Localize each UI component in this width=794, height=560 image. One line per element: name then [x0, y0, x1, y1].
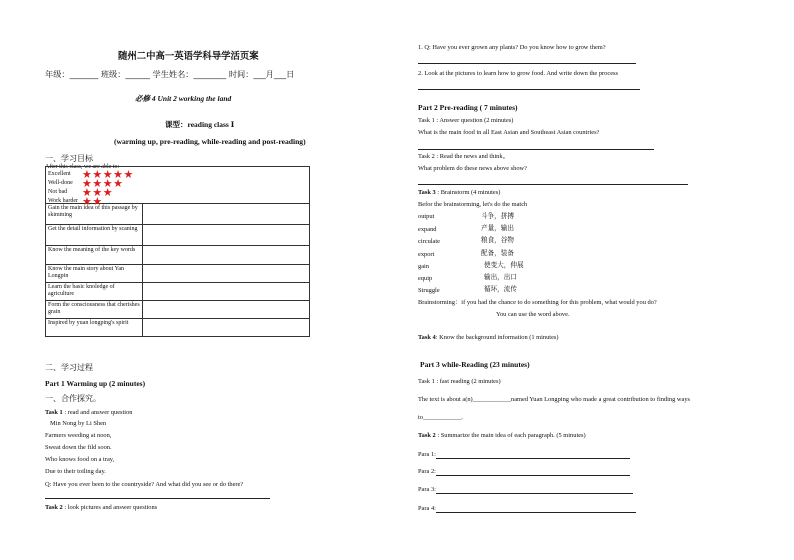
para-label: Para 2:: [418, 468, 436, 475]
objective-text: Learn the basic knoledge of agriculture: [46, 283, 143, 301]
para-label: Para 4:: [418, 505, 436, 512]
p3-fill-sentence-end: to____________.: [418, 414, 463, 421]
para-answer-line[interactable]: [436, 475, 630, 476]
match-word: export: [418, 251, 435, 258]
task4-text: : Know the background information (1 minutes): [435, 334, 559, 341]
brainstorming-hint: You can use the word above.: [496, 311, 570, 318]
rating-label-excellent: Excellent: [48, 171, 71, 177]
p3-fill-sentence: The text is about a(n)____________named Yuan Longping who made a great contribution to finding ways: [418, 396, 691, 403]
answer-line[interactable]: [418, 63, 636, 64]
objective-text: Form the consciousness that cherishes grain: [46, 301, 143, 319]
task3-label: Task 3: [418, 189, 436, 196]
match-word: expand: [418, 226, 437, 233]
para-answer-line[interactable]: [436, 458, 630, 459]
match-word: gain: [418, 263, 430, 270]
objective-text: Gain the main idea of this passage by skimming: [46, 204, 143, 225]
p3-task2-label: Task 2: [418, 432, 436, 439]
match-word: output: [418, 213, 435, 220]
answer-line[interactable]: [418, 149, 654, 150]
match-meaning: 输出，出口: [484, 273, 517, 281]
part2-heading: Part 2 Pre-reading ( 7 minutes): [418, 103, 518, 112]
task1-text: : read and answer question: [62, 409, 133, 416]
star-rating-2-icon: ★★: [82, 196, 103, 208]
reading-stages: (warming up, pre-reading, while-reading and post-reading): [114, 137, 306, 146]
task4-label: Task 4: [418, 334, 436, 341]
p2-task1-question: What is the main food in all East Asian and Southeast Asian countries?: [418, 129, 600, 136]
match-word: Struggle: [418, 287, 440, 294]
part3-heading: Part 3 while-Reading (23 minutes): [420, 360, 530, 369]
objective-rating-cell[interactable]: [143, 301, 310, 319]
p3-task2-text: : Summarize the main idea of each paragraph. (5 minutes): [435, 432, 586, 439]
rating-label-not-bad: Not bad: [48, 189, 68, 195]
para-label: Para 3:: [418, 486, 436, 493]
objective-row: [46, 319, 310, 337]
objective-rating-cell[interactable]: [143, 225, 310, 246]
objective-text: Know the meaning of the key words: [46, 246, 143, 265]
match-meaning: 斗争，拼搏: [481, 212, 514, 220]
star-rating-3-icon: ★★★: [82, 187, 114, 199]
task1-line: [45, 409, 132, 416]
plant-question: 1. Q: Have you ever grown any plants? Do you know how to grow them?: [418, 44, 606, 51]
poem-title: Min Nong by Li Shen: [50, 420, 107, 427]
task3-intro: Befor the brainstorming, let's do the match: [418, 201, 528, 208]
goals-heading: 一、学习目标: [45, 154, 93, 163]
cooperate-heading: 一、合作探究。: [45, 394, 101, 403]
match-meaning: 循环，流传: [484, 285, 517, 293]
task3-text: : Brainstorm (4 minutes): [435, 189, 501, 196]
p3-task1: Task 1 : fast reading (2 minutes): [418, 378, 501, 385]
objective-row: [46, 301, 310, 319]
match-meaning: 粮食，谷物: [481, 236, 514, 244]
task2-label: Task 2: [45, 504, 63, 511]
rating-label-work-harder: Work harder: [48, 198, 79, 204]
task2-line: [45, 504, 157, 511]
para-answer-line[interactable]: [436, 512, 636, 513]
objective-row: [46, 265, 310, 283]
p2-task2: Task 2 : Read the news and think。: [418, 153, 509, 160]
task1-label: Task 1: [45, 409, 63, 416]
match-word: circulate: [418, 238, 440, 245]
answer-line[interactable]: [418, 184, 688, 185]
rating-label-well-done: Well-done: [48, 180, 73, 186]
objective-text: Get the detail information by scaning: [46, 225, 143, 246]
poem-line: Farmers weeding at noon,: [45, 432, 112, 439]
rating-row: [46, 167, 310, 204]
objective-rating-cell[interactable]: [143, 319, 310, 337]
process-heading: 二、学习过程: [45, 363, 93, 372]
objective-row: [46, 246, 310, 265]
objective-rating-cell[interactable]: [143, 246, 310, 265]
objective-rating-cell[interactable]: [143, 265, 310, 283]
para-answer-line[interactable]: [436, 493, 633, 494]
poem-line: Who knows food on a tray,: [45, 456, 115, 463]
objective-text: Know the main story about Yan Longpin: [46, 265, 143, 283]
match-meaning: 产量，输出: [481, 224, 514, 232]
star-rating-4-icon: ★★★★: [82, 178, 124, 190]
objective-rating-cell[interactable]: [143, 283, 310, 301]
para-label: Para 1:: [418, 451, 436, 458]
star-rating-5-icon: ★★★★★: [82, 169, 134, 181]
match-meaning: 配备，装备: [481, 249, 514, 257]
p2-task2-question: What problem do these news above show?: [418, 165, 527, 172]
page-title: 随州二中高一英语学科导学活页案: [118, 51, 259, 62]
objective-rating-cell[interactable]: [143, 204, 310, 225]
task3-line: [418, 189, 500, 196]
course-type: 课型：reading class Ⅰ: [165, 120, 235, 129]
task2-text: : look pictures and answer questions: [62, 504, 158, 511]
answer-line[interactable]: [418, 89, 640, 90]
objective-row: [46, 283, 310, 301]
objectives-table: [45, 166, 310, 337]
countryside-question: Q: Have you ever been to the countryside? And what did you see or do there?: [45, 481, 244, 488]
objective-text: Inspired by yuan longping's spirit: [46, 319, 143, 337]
task4-line: [418, 334, 559, 341]
objective-row: [46, 225, 310, 246]
goals-intro: After this class, we are able to:: [45, 164, 120, 170]
match-word: equip: [418, 275, 433, 282]
brainstorming-prompt: Brainstorming：if you had the chance to do something for this problem, what would you do?: [418, 299, 657, 306]
poem-line: Sweat down the fild soon.: [45, 444, 112, 451]
part1-heading: Part 1 Warming up (2 minutes): [45, 379, 146, 388]
p3-task2-line: [418, 432, 586, 439]
grow-food-instruction: 2. Look at the pictures to learn how to grow food. And write down the process: [418, 70, 619, 77]
unit-line: 必修 4 Unit 2 working the land: [135, 94, 232, 103]
poem-line: Due to their toiling day.: [45, 468, 106, 475]
match-meaning: 使变大，伸展: [484, 261, 524, 269]
student-info-line: 年级：_______ 班级：______ 学生姓名：________ 时间：___月___日: [45, 69, 295, 79]
p2-task1: Task 1 : Answer question (2 minutes): [418, 117, 514, 124]
answer-line[interactable]: [45, 498, 270, 499]
